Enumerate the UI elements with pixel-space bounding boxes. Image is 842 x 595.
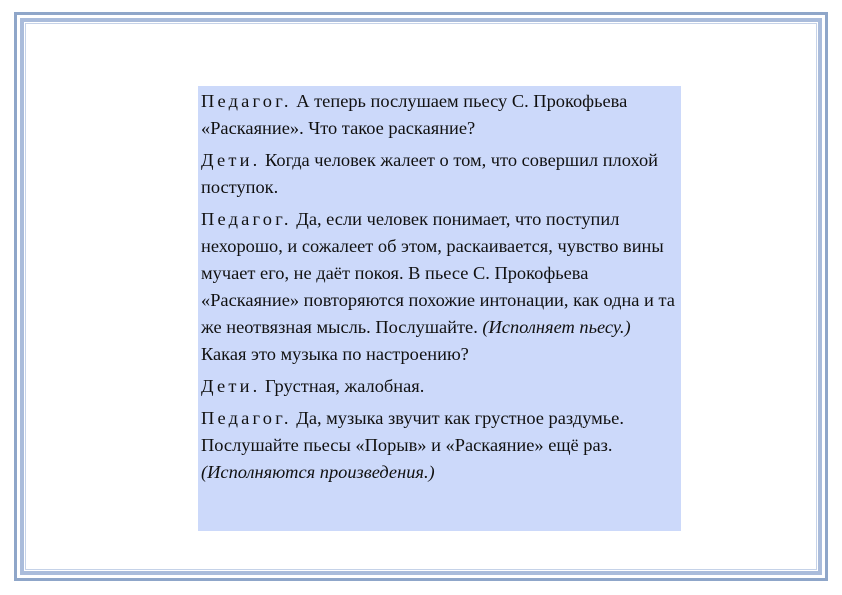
speaker-label: Педагог. — [201, 209, 292, 229]
dialogue-text: Какая это музыка по настроению? — [201, 344, 469, 364]
dialogue-paragraph — [201, 147, 677, 201]
speaker-label: Дети. — [201, 376, 261, 396]
speaker-label: Педагог. — [201, 91, 292, 111]
dialogue-paragraph — [201, 405, 677, 486]
speaker-label: Дети. — [201, 150, 261, 170]
dialogue-text: А теперь послушаем пьесу С. Прокофьева «Раскаяние». Что такое раскаяние? — [201, 91, 628, 138]
dialogue-paragraph — [201, 373, 677, 400]
dialogue-text-box — [198, 86, 681, 531]
dialogue-paragraph — [201, 88, 677, 142]
dialogue-text: Грустная, жалобная. — [260, 376, 425, 396]
stage-direction: (Исполняет пьесу.) — [482, 317, 631, 337]
dialogue-text: Да, музыка звучит как грустное раздумье. Послушайте пьесы «Порыв» и «Раскаяние» ещё раз. — [201, 408, 624, 455]
dialogue-text: Когда человек жалеет о том, что совершил плохой поступок. — [201, 150, 658, 197]
dialogue-text: Да, если человек понимает, что поступил нехорошо, и сожалеет об этом, раскаивается, чувство вины мучает его, не даёт покоя. В пьесе С. Прокофьева «Раскаяние» повторяются похожие интонации, как одна и та же неотвязная мысль. Послушайте. — [201, 209, 675, 337]
stage-direction: (Исполняются произведения.) — [201, 462, 435, 482]
speaker-label: Педагог. — [201, 408, 292, 428]
dialogue-paragraph — [201, 206, 677, 368]
